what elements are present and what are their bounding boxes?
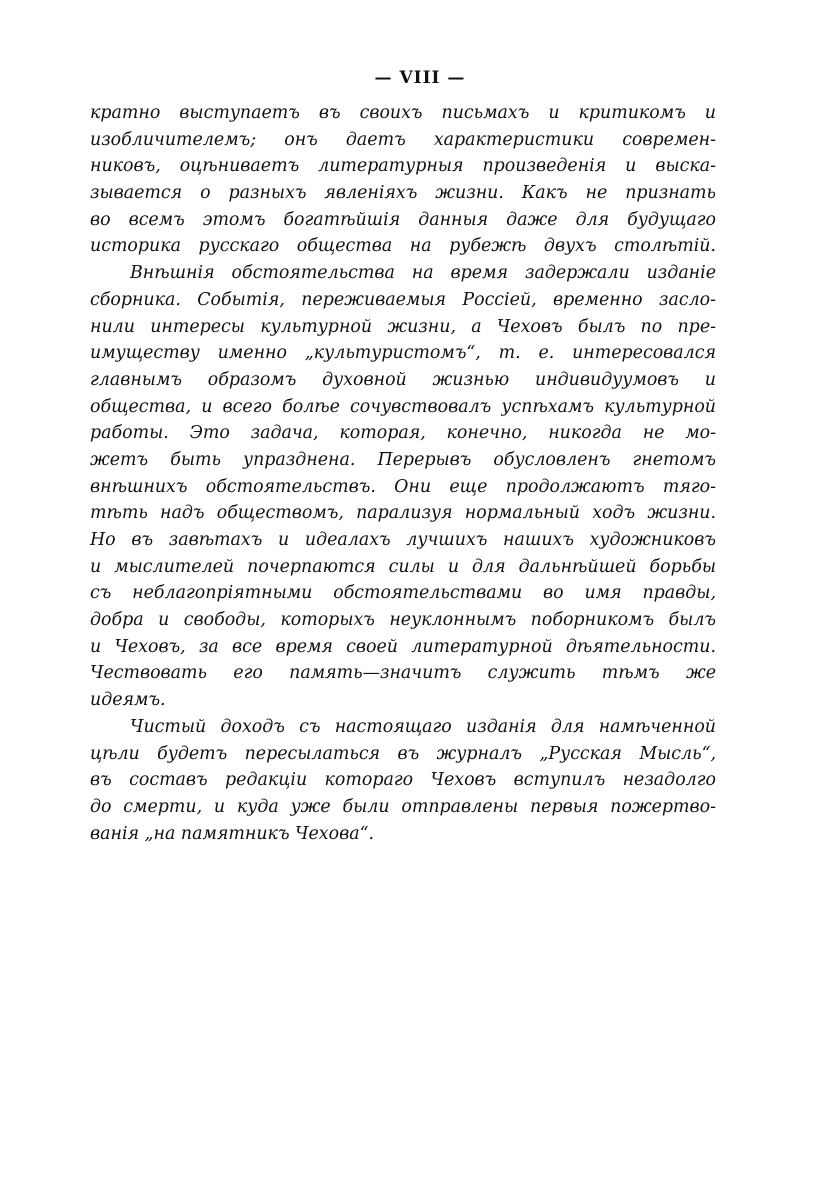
text-line: и мыслителей почерпаются силы и для дальнѣйшей борьбы: [90, 556, 716, 577]
text-line: главнымъ образомъ духовной жизнью индивидуумовъ и: [90, 369, 716, 390]
text-line: во всемъ этомъ богатѣйшія данныя даже для будущаго: [90, 209, 716, 230]
text-line: жетъ быть упразднена. Перерывъ обусловленъ гнетомъ: [90, 449, 716, 470]
paragraph-3: [90, 714, 716, 847]
text-line: зывается о разныхъ явленіяхъ жизни. Какъ не признать: [90, 183, 716, 204]
text-line: никовъ, оцѣниваетъ литературныя произведенія и выска-: [90, 156, 716, 177]
text-line: кратно выступаетъ въ своихъ письмахъ и критикомъ и: [90, 103, 716, 123]
text-line: историка русскаго общества на рубежѣ двухъ столѣтій.: [90, 236, 716, 257]
text-line: Чествовать его память—значитъ служить тѣмъ же: [90, 663, 716, 684]
text-line: внѣшнихъ обстоятельствъ. Они еще продолжаютъ тяго-: [90, 476, 716, 497]
paragraph-2: [90, 260, 716, 714]
text-line: и Чеховъ, за все время своей литературной дѣятельности.: [90, 636, 716, 657]
text-line: Внѣшнія обстоятельства на время задержали изданіе: [130, 263, 716, 284]
body-text: [90, 100, 716, 847]
text-line: въ составъ редакціи котораго Чеховъ вступилъ незадолго: [90, 770, 716, 791]
text-line: идеямъ.: [90, 690, 166, 711]
text-line: Чистый доходъ съ настоящаго изданія для намѣченной: [130, 716, 716, 737]
text-line: сборника. Событія, переживаемыя Россіей, временно засло-: [90, 289, 716, 310]
text-line: ванія „на памятникъ Чехова“.: [90, 823, 374, 844]
text-line: добра и свободы, которыхъ неуклоннымъ поборникомъ былъ: [90, 610, 716, 631]
text-line: Но въ завѣтахъ и идеалахъ лучшихъ нашихъ художниковъ: [90, 530, 716, 550]
text-line: нили интересы культурной жизни, а Чеховъ былъ по пре-: [90, 316, 716, 337]
text-line: тѣть надъ обществомъ, парализуя нормальный ходъ жизни.: [90, 503, 716, 524]
text-line: имуществу именно „культуристомъ“, т. е. интересовался: [90, 343, 716, 364]
page-number: — VIII —: [374, 68, 466, 88]
text-line: цѣли будетъ пересылаться въ журналъ „Русская Мысль“,: [90, 743, 716, 764]
text-line: до смерти, и куда уже были отправлены первыя пожертво-: [90, 796, 716, 817]
text-line: работы. Это задача, которая, конечно, никогда не мо-: [90, 423, 716, 444]
text-line: общества, и всего болѣе сочувствовалъ успѣхамъ культурной: [90, 396, 716, 417]
text-line: изобличителемъ; онъ даетъ характеристики современ-: [90, 129, 716, 150]
paragraph-1: [90, 100, 716, 260]
text-line: съ неблагопріятными обстоятельствами во имя правды,: [90, 583, 716, 604]
